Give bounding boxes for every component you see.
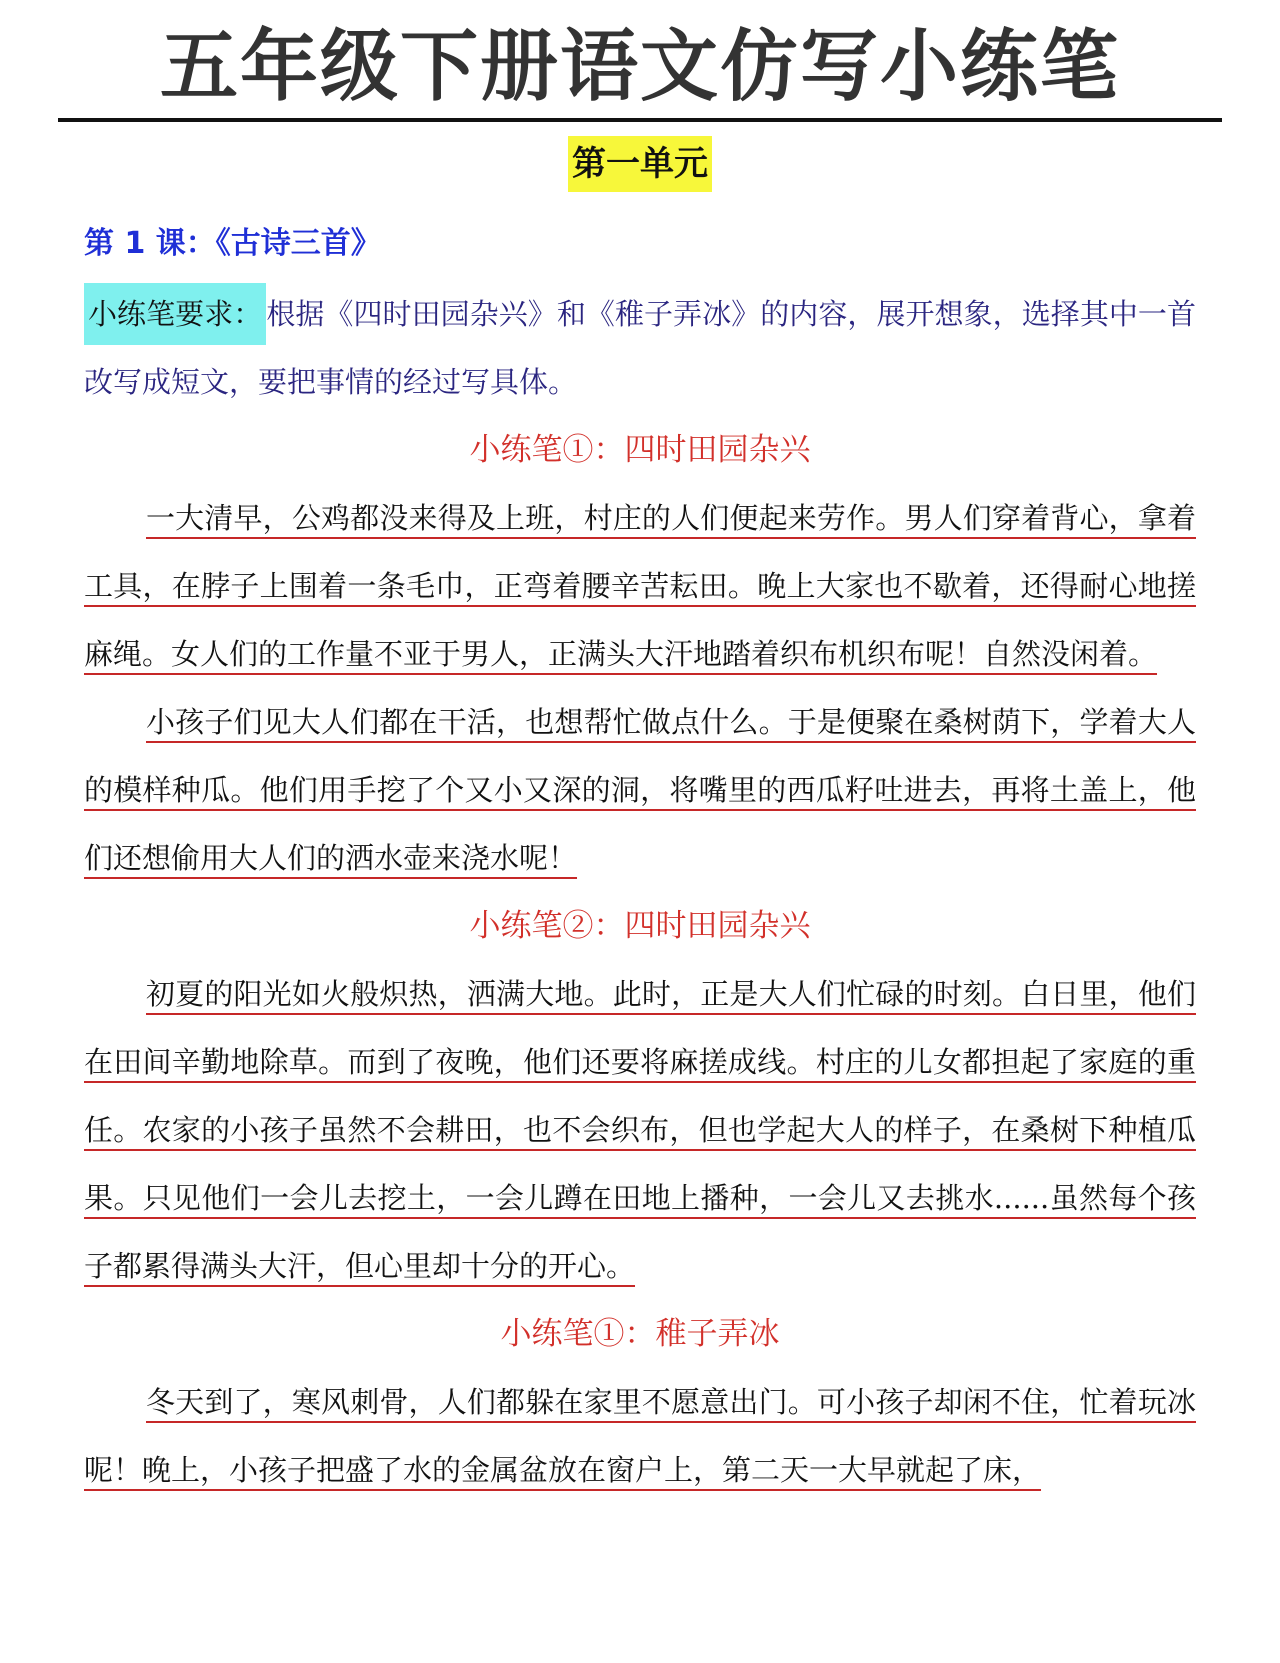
paragraph: 初夏的阳光如火般炽热，洒满大地。此时，正是大人们忙碌的时刻。白日里，他们在田间辛勤地除草。而到了夜晚，他们还要将麻搓成线。村庄的儿女都担起了家庭的重任。农家的小孩子虽然不会耕田，也不会织布，但也学起大人的样子，在桑树下种植瓜果。只见他们一会儿去挖土，一会儿蹲在田地上播种，一会儿又去挑水......虽然每个孩子都累得满头大汗，但心里却十分的开心。 (84, 977, 1196, 1283)
document-title: 五年级下册语文仿写小练笔 (159, 22, 1120, 112)
requirement-label: 小练笔要求： (84, 283, 266, 345)
requirement-text: 根据《四时田园杂兴》和《稚子弄冰》的内容，展开想象，选择其中一首改写成短文，要把事情的经过写具体。 (84, 297, 1196, 399)
section-heading: 小练笔②：四时田园杂兴 (469, 908, 811, 944)
lesson-heading: 第 1 课：《古诗三首》 (84, 226, 381, 261)
unit-heading: 第一单元 (84, 136, 1196, 192)
paragraph: 冬天到了，寒风刺骨，人们都躲在家里不愿意出门。可小孩子却闲不住，忙着玩冰呢！晚上，小孩子把盛了水的金属盆放在窗户上，第二天一大早就起了床， (84, 1385, 1196, 1487)
requirement (84, 280, 1196, 416)
title-divider (58, 118, 1222, 122)
section-heading: 小练笔①：稚子弄冰 (500, 1316, 780, 1352)
paragraph: 一大清早，公鸡都没来得及上班，村庄的人们便起来劳作。男人们穿着背心，拿着工具，在脖子上围着一条毛巾，正弯着腰辛苦耘田。晚上大家也不歇着，还得耐心地搓麻绳。女人们的工作量不亚于男人，正满头大汗地踏着织布机织布呢！自然没闲着。 (84, 501, 1196, 671)
section-heading: 小练笔①：四时田园杂兴 (469, 432, 811, 468)
paragraph: 小孩子们见大人们都在干活，也想帮忙做点什么。于是便聚在桑树荫下，学着大人的模样种瓜。他们用手挖了个又小又深的洞，将嘴里的西瓜籽吐进去，再将土盖上，他们还想偷用大人们的洒水壶来浇水呢！ (84, 705, 1196, 875)
